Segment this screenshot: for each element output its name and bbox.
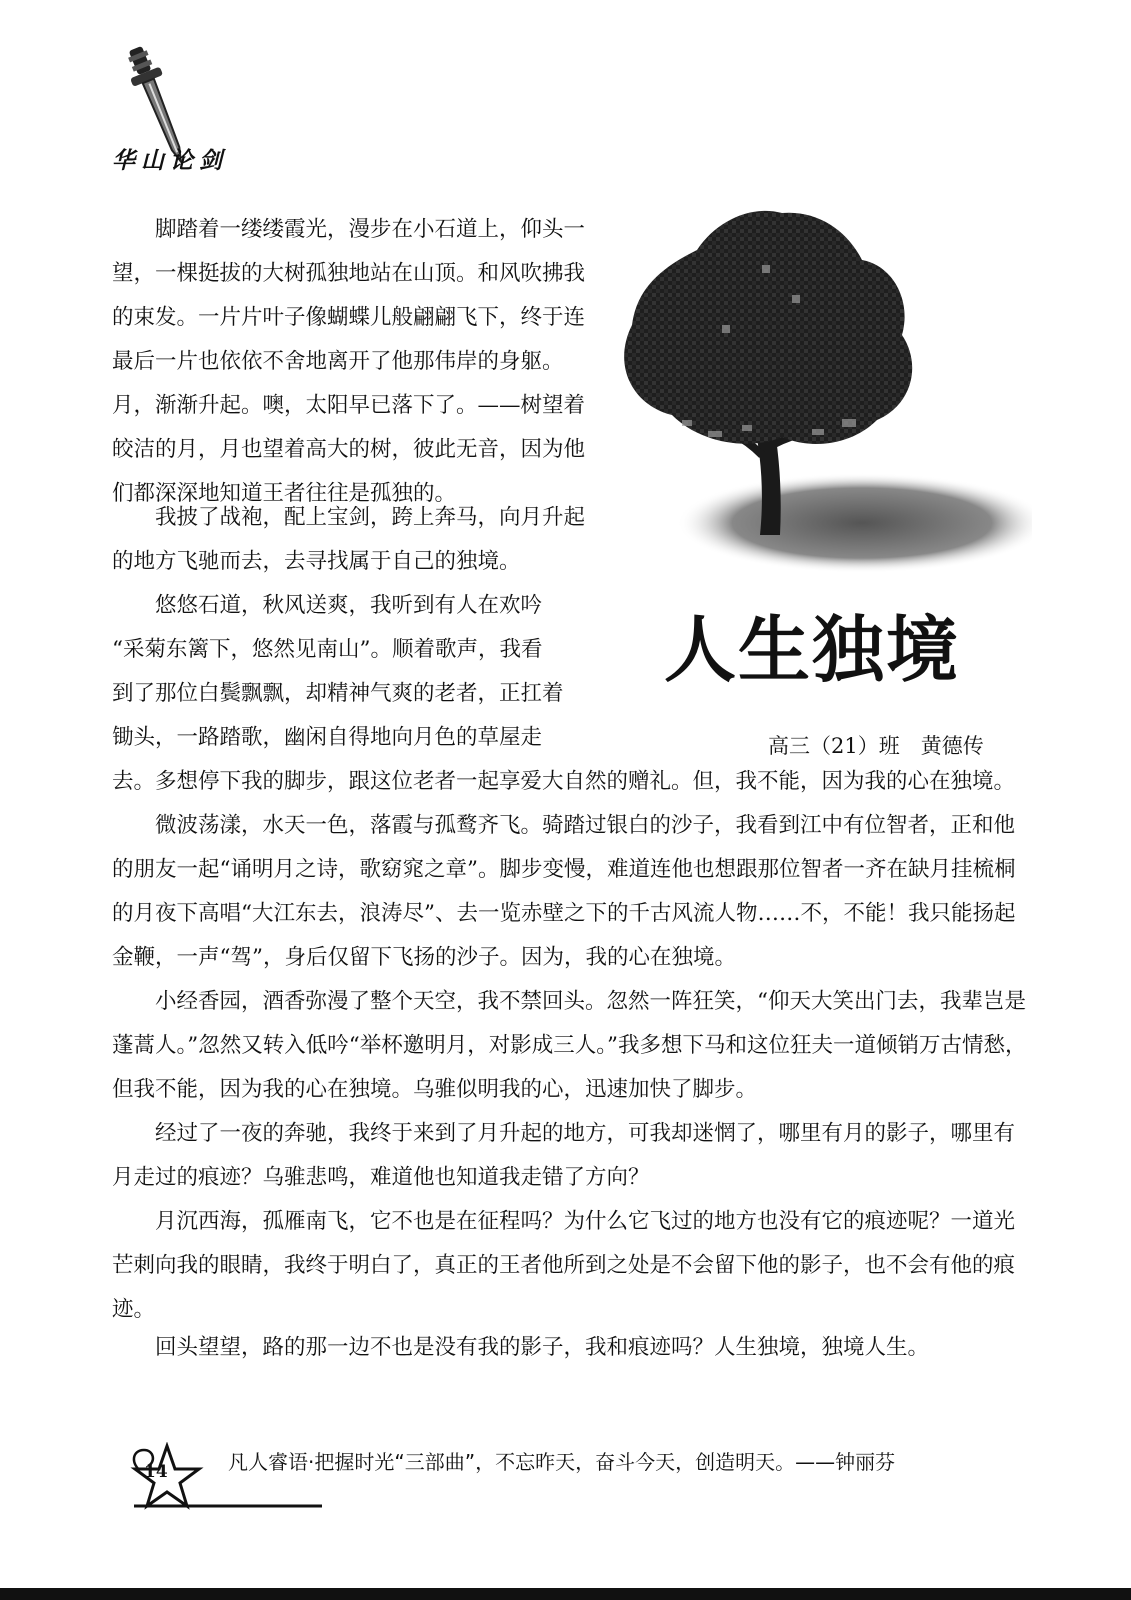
paragraph-1: 脚踏着一缕缕霞光，漫步在小石道上，仰头一望，一棵挺拔的大树孤独地站在山顶。和风吹拂我的束发。一片片叶子像蝴蝶儿般翩翩飞下，终于连最后一片也依依不舍地离开了他那伟岸的身躯。月，渐渐升起。噢，太阳早已落下了。——树望着皎洁的月，月也望着高大的树，彼此无音，因为他们都深深地知道王者往往是孤独的。 [112, 217, 586, 506]
paragraph-3-line-5: 去。多想停下我的脚步，跟这位老者一起享爱大自然的赠礼。但，我不能，因为我的心在独境。 [112, 769, 1016, 794]
article-title: 人生独境 [664, 608, 961, 692]
paragraph-8: 回头望望，路的那一边不也是没有我的影子，我和痕迹吗？人生独境，独境人生。 [155, 1335, 930, 1360]
paragraph-3-line-3: 到了那位白鬓飘飘，却精神气爽的老者，正扛着 [112, 681, 564, 706]
paragraph-6: 经过了一夜的奔驰，我终于来到了月升起的地方，可我却迷惘了，哪里有月的影子，哪里有月走过的痕迹？乌骓悲鸣，难道他也知道我走错了方向？ [112, 1121, 1016, 1190]
paragraph-7: 月沉西海，孤雁南飞，它不也是在征程吗？为什么它飞过的地方也没有它的痕迹呢？一道光芒刺向我的眼睛，我终于明白了，真正的王者他所到之处是不会留下他的影子，也不会有他的痕迹。 [112, 1209, 1016, 1322]
paragraph-5: 小经香园，酒香弥漫了整个天空，我不禁回头。忽然一阵狂笑，“仰天大笑出门去，我辈岂是蓬蒿人。”忽然又转入低吟“举杯邀明月，对影成三人。”我多想下马和这位狂夫一道倾销万古情愁，但我不能，因为我的心在独境。乌骓似明我的心，迅速加快了脚步。 [112, 989, 1027, 1102]
section-name: 华山论剑 [112, 147, 228, 174]
paragraph-2: 我披了战袍，配上宝剑，跨上奔马，向月升起的地方飞驰而去，去寻找属于自己的独境。 [112, 505, 586, 574]
bottom-scan-border [0, 1588, 1131, 1600]
tree-illustration [612, 205, 1032, 583]
page-number: 14 [144, 1462, 168, 1482]
paragraph-3-line-2: “采菊东篱下，悠然见南山”。顺着歌声，我看 [112, 637, 543, 662]
article-author: 高三（21）班 黄德传 [768, 734, 984, 758]
paragraph-4: 微波荡漾，水天一色，落霞与孤鹜齐飞。骑踏过银白的沙子，我看到江中有位智者，正和他的朋友一起“诵明月之诗，歌窈窕之章”。脚步变慢，难道连他也想跟那位智者一齐在缺月挂梳桐的月夜下高唱“大江东去，浪涛尽”、去一览赤壁之下的千古风流人物……不，不能！我只能扬起金鞭，一声“驾”，身后仅留下飞扬的沙子。因为，我的心在独境。 [112, 813, 1016, 970]
paragraph-3-line-4: 锄头，一路踏歌，幽闲自得地向月色的草屋走 [112, 725, 543, 750]
footer-quote: 凡人睿语·把握时光“三部曲”，不忘昨天，奋斗今天，创造明天。——钟丽芬 [228, 1450, 896, 1474]
paragraph-3-line-1: 悠悠石道，秋风送爽，我听到有人在欢吟 [155, 593, 543, 618]
